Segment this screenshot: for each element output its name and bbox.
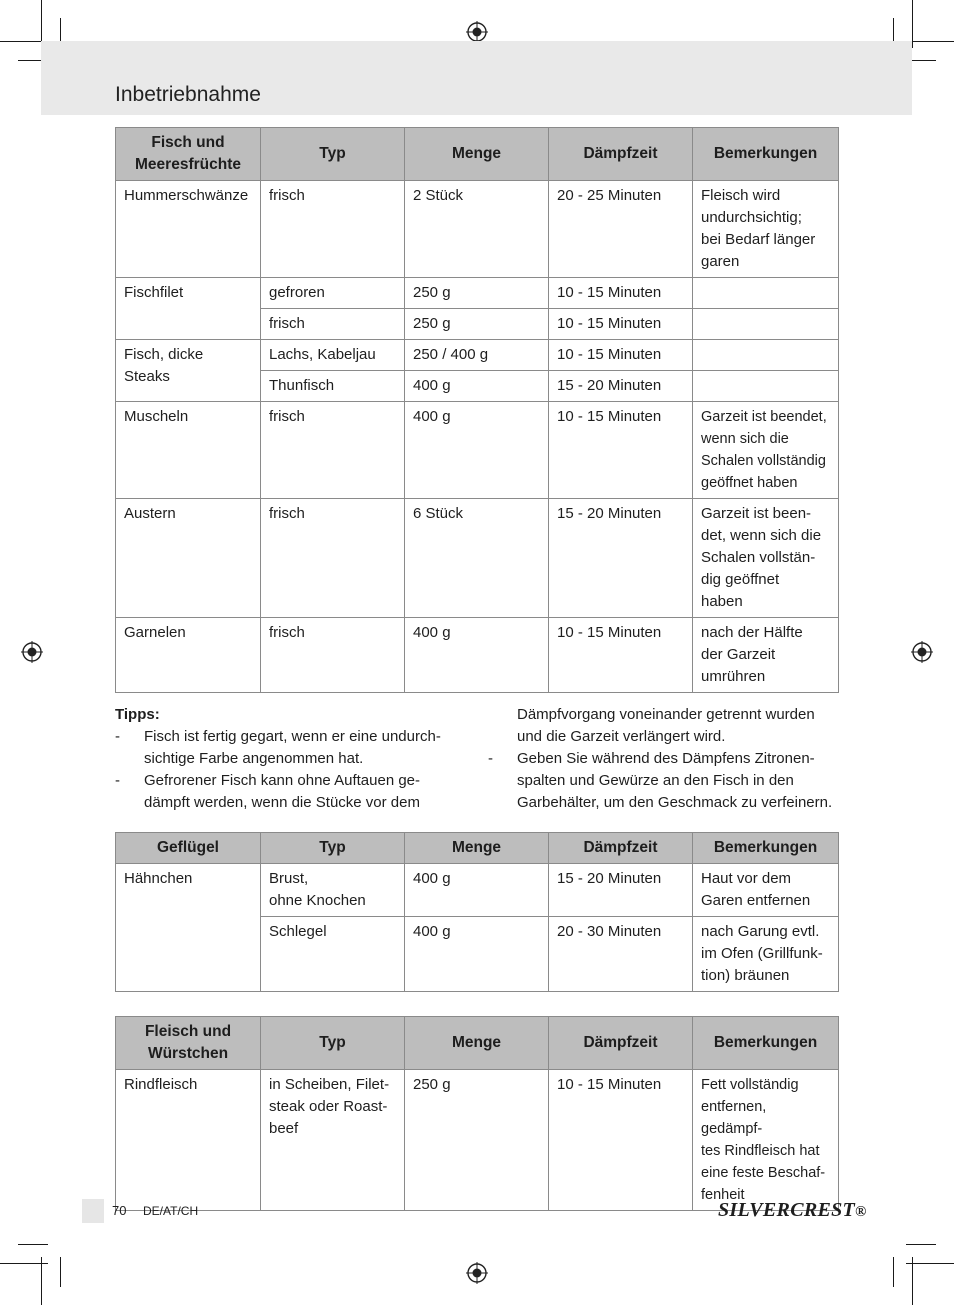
col-header-type: Typ — [261, 128, 405, 181]
cell-note — [693, 309, 839, 340]
bullet-dash: - — [115, 728, 120, 745]
page-number: 70 — [112, 1203, 127, 1218]
cell-type: frisch — [261, 309, 405, 340]
tip-item: Fisch ist fertig gegart, wenn er eine undurch- sichtige Farbe angenommen hat. — [144, 728, 441, 767]
cell-note: Fett vollständig entfernen, gedämpf- tes Rindfleisch hat eine feste Beschaf- fenheit — [693, 1070, 839, 1211]
crop-mark-icon — [60, 1257, 61, 1287]
cell-note — [693, 340, 839, 371]
col-header-time: Dämpfzeit — [549, 1017, 693, 1070]
poultry-table — [115, 832, 839, 992]
cell-type: Brust, ohne Knochen — [261, 864, 405, 917]
cell-note: Garzeit ist been- det, wenn sich die Schalen vollstän- dig geöffnet haben — [693, 499, 839, 618]
col-header-time: Dämpfzeit — [549, 128, 693, 181]
cell-item: Hähnchen — [116, 864, 261, 992]
cell-type: Lachs, Kabeljau — [261, 340, 405, 371]
cell-time: 15 - 20 Minuten — [549, 371, 693, 402]
table-row — [116, 618, 839, 693]
meat-table — [115, 1016, 839, 1211]
cell-amount: 400 g — [405, 618, 549, 693]
cell-type: frisch — [261, 402, 405, 499]
crop-mark-icon — [906, 1244, 936, 1245]
cell-item: Hummerschwänze — [116, 181, 261, 278]
language-code: DE/AT/CH — [143, 1204, 199, 1218]
table-row — [116, 278, 839, 309]
table-header-row — [116, 833, 839, 864]
cell-amount: 400 g — [405, 402, 549, 499]
cell-type: frisch — [261, 181, 405, 278]
table-row — [116, 499, 839, 618]
cell-item: Fischfilet — [116, 278, 261, 340]
crop-mark-icon — [906, 1263, 954, 1264]
table-row — [116, 402, 839, 499]
cell-time: 10 - 15 Minuten — [549, 309, 693, 340]
cell-amount: 6 Stück — [405, 499, 549, 618]
cell-amount: 400 g — [405, 864, 549, 917]
bullet-dash: - — [115, 772, 120, 789]
tips-title: Tipps: — [115, 706, 160, 723]
crop-mark-icon — [18, 1244, 48, 1245]
crop-mark-icon — [906, 41, 954, 42]
cell-time: 15 - 20 Minuten — [549, 499, 693, 618]
table-header-row — [116, 128, 839, 181]
cell-item: Rindfleisch — [116, 1070, 261, 1211]
cell-type: Schlegel — [261, 917, 405, 992]
cell-time: 10 - 15 Minuten — [549, 278, 693, 309]
cell-time: 10 - 15 Minuten — [549, 1070, 693, 1211]
cell-item: Garnelen — [116, 618, 261, 693]
col-header-notes: Bemerkungen — [693, 128, 839, 181]
tip-item: Geben Sie während des Dämpfens Zitronen- spalten und Gewürze an den Fisch in den Garbehälter, um den Geschmack zu verfeinern. — [517, 750, 833, 811]
cell-amount: 250 g — [405, 278, 549, 309]
table-row — [116, 864, 839, 917]
col-header-category: Fleisch und Würstchen — [116, 1017, 261, 1070]
cell-note: Haut vor dem Garen entfernen — [693, 864, 839, 917]
cell-amount: 400 g — [405, 371, 549, 402]
fish-table — [115, 127, 839, 693]
cell-time: 20 - 30 Minuten — [549, 917, 693, 992]
col-header-notes: Bemerkungen — [693, 833, 839, 864]
cell-amount: 250 / 400 g — [405, 340, 549, 371]
cell-item: Muscheln — [116, 402, 261, 499]
crop-mark-icon — [41, 1257, 42, 1305]
col-header-amount: Menge — [405, 128, 549, 181]
cell-time: 10 - 15 Minuten — [549, 402, 693, 499]
cell-amount: 250 g — [405, 1070, 549, 1211]
registration-mark-icon — [466, 21, 488, 43]
cell-note: nach der Hälfte der Garzeit umrühren — [693, 618, 839, 693]
cell-time: 10 - 15 Minuten — [549, 340, 693, 371]
tip-item-continued: Dämpfvorgang voneinander getrennt wurden und die Garzeit verlängert wird. — [517, 706, 815, 745]
brand-logo-silver: SILVER — [718, 1199, 791, 1221]
table-row — [116, 340, 839, 371]
col-header-notes: Bemerkungen — [693, 1017, 839, 1070]
cell-type: frisch — [261, 618, 405, 693]
col-header-type: Typ — [261, 1017, 405, 1070]
brand-logo-crest: CREST — [790, 1199, 856, 1221]
cell-item: Austern — [116, 499, 261, 618]
col-header-category: Fisch und Meeresfrüchte — [116, 128, 261, 181]
cell-amount: 250 g — [405, 309, 549, 340]
col-header-time: Dämpfzeit — [549, 833, 693, 864]
cell-type: Thunfisch — [261, 371, 405, 402]
registered-mark: ® — [855, 1204, 867, 1220]
table-row — [116, 1070, 839, 1211]
cell-note — [693, 278, 839, 309]
bullet-dash: - — [488, 750, 493, 767]
cell-note: Fleisch wird undurchsichtig; bei Bedarf länger garen — [693, 181, 839, 278]
cell-note: nach Garung evtl. im Ofen (Grillfunk- tion) bräunen — [693, 917, 839, 992]
cell-type: frisch — [261, 499, 405, 618]
tip-item: Gefrorener Fisch kann ohne Auftauen ge- dämpft werden, wenn die Stücke vor dem — [144, 772, 421, 811]
cell-type: in Scheiben, Filet- steak oder Roast- beef — [261, 1070, 405, 1211]
brand-logo — [718, 1199, 867, 1222]
registration-mark-icon — [21, 641, 43, 663]
page-number-box — [82, 1199, 104, 1223]
col-header-amount: Menge — [405, 833, 549, 864]
cell-note: Garzeit ist beendet, wenn sich die Schalen vollständig geöffnet haben — [693, 402, 839, 499]
registration-mark-icon — [466, 1262, 488, 1284]
col-header-amount: Menge — [405, 1017, 549, 1070]
cell-time: 20 - 25 Minuten — [549, 181, 693, 278]
registration-mark-icon — [911, 641, 933, 663]
col-header-category: Geflügel — [116, 833, 261, 864]
table-header-row — [116, 1017, 839, 1070]
cell-amount: 2 Stück — [405, 181, 549, 278]
cell-item: Fisch, dicke Steaks — [116, 340, 261, 402]
page-title: Inbetriebnahme — [115, 83, 261, 106]
table-row — [116, 181, 839, 278]
cell-note — [693, 371, 839, 402]
cell-time: 10 - 15 Minuten — [549, 618, 693, 693]
cell-time: 15 - 20 Minuten — [549, 864, 693, 917]
cell-type: gefroren — [261, 278, 405, 309]
cell-amount: 400 g — [405, 917, 549, 992]
crop-mark-icon — [912, 0, 913, 48]
col-header-type: Typ — [261, 833, 405, 864]
crop-mark-icon — [912, 1257, 913, 1305]
crop-mark-icon — [893, 1257, 894, 1287]
